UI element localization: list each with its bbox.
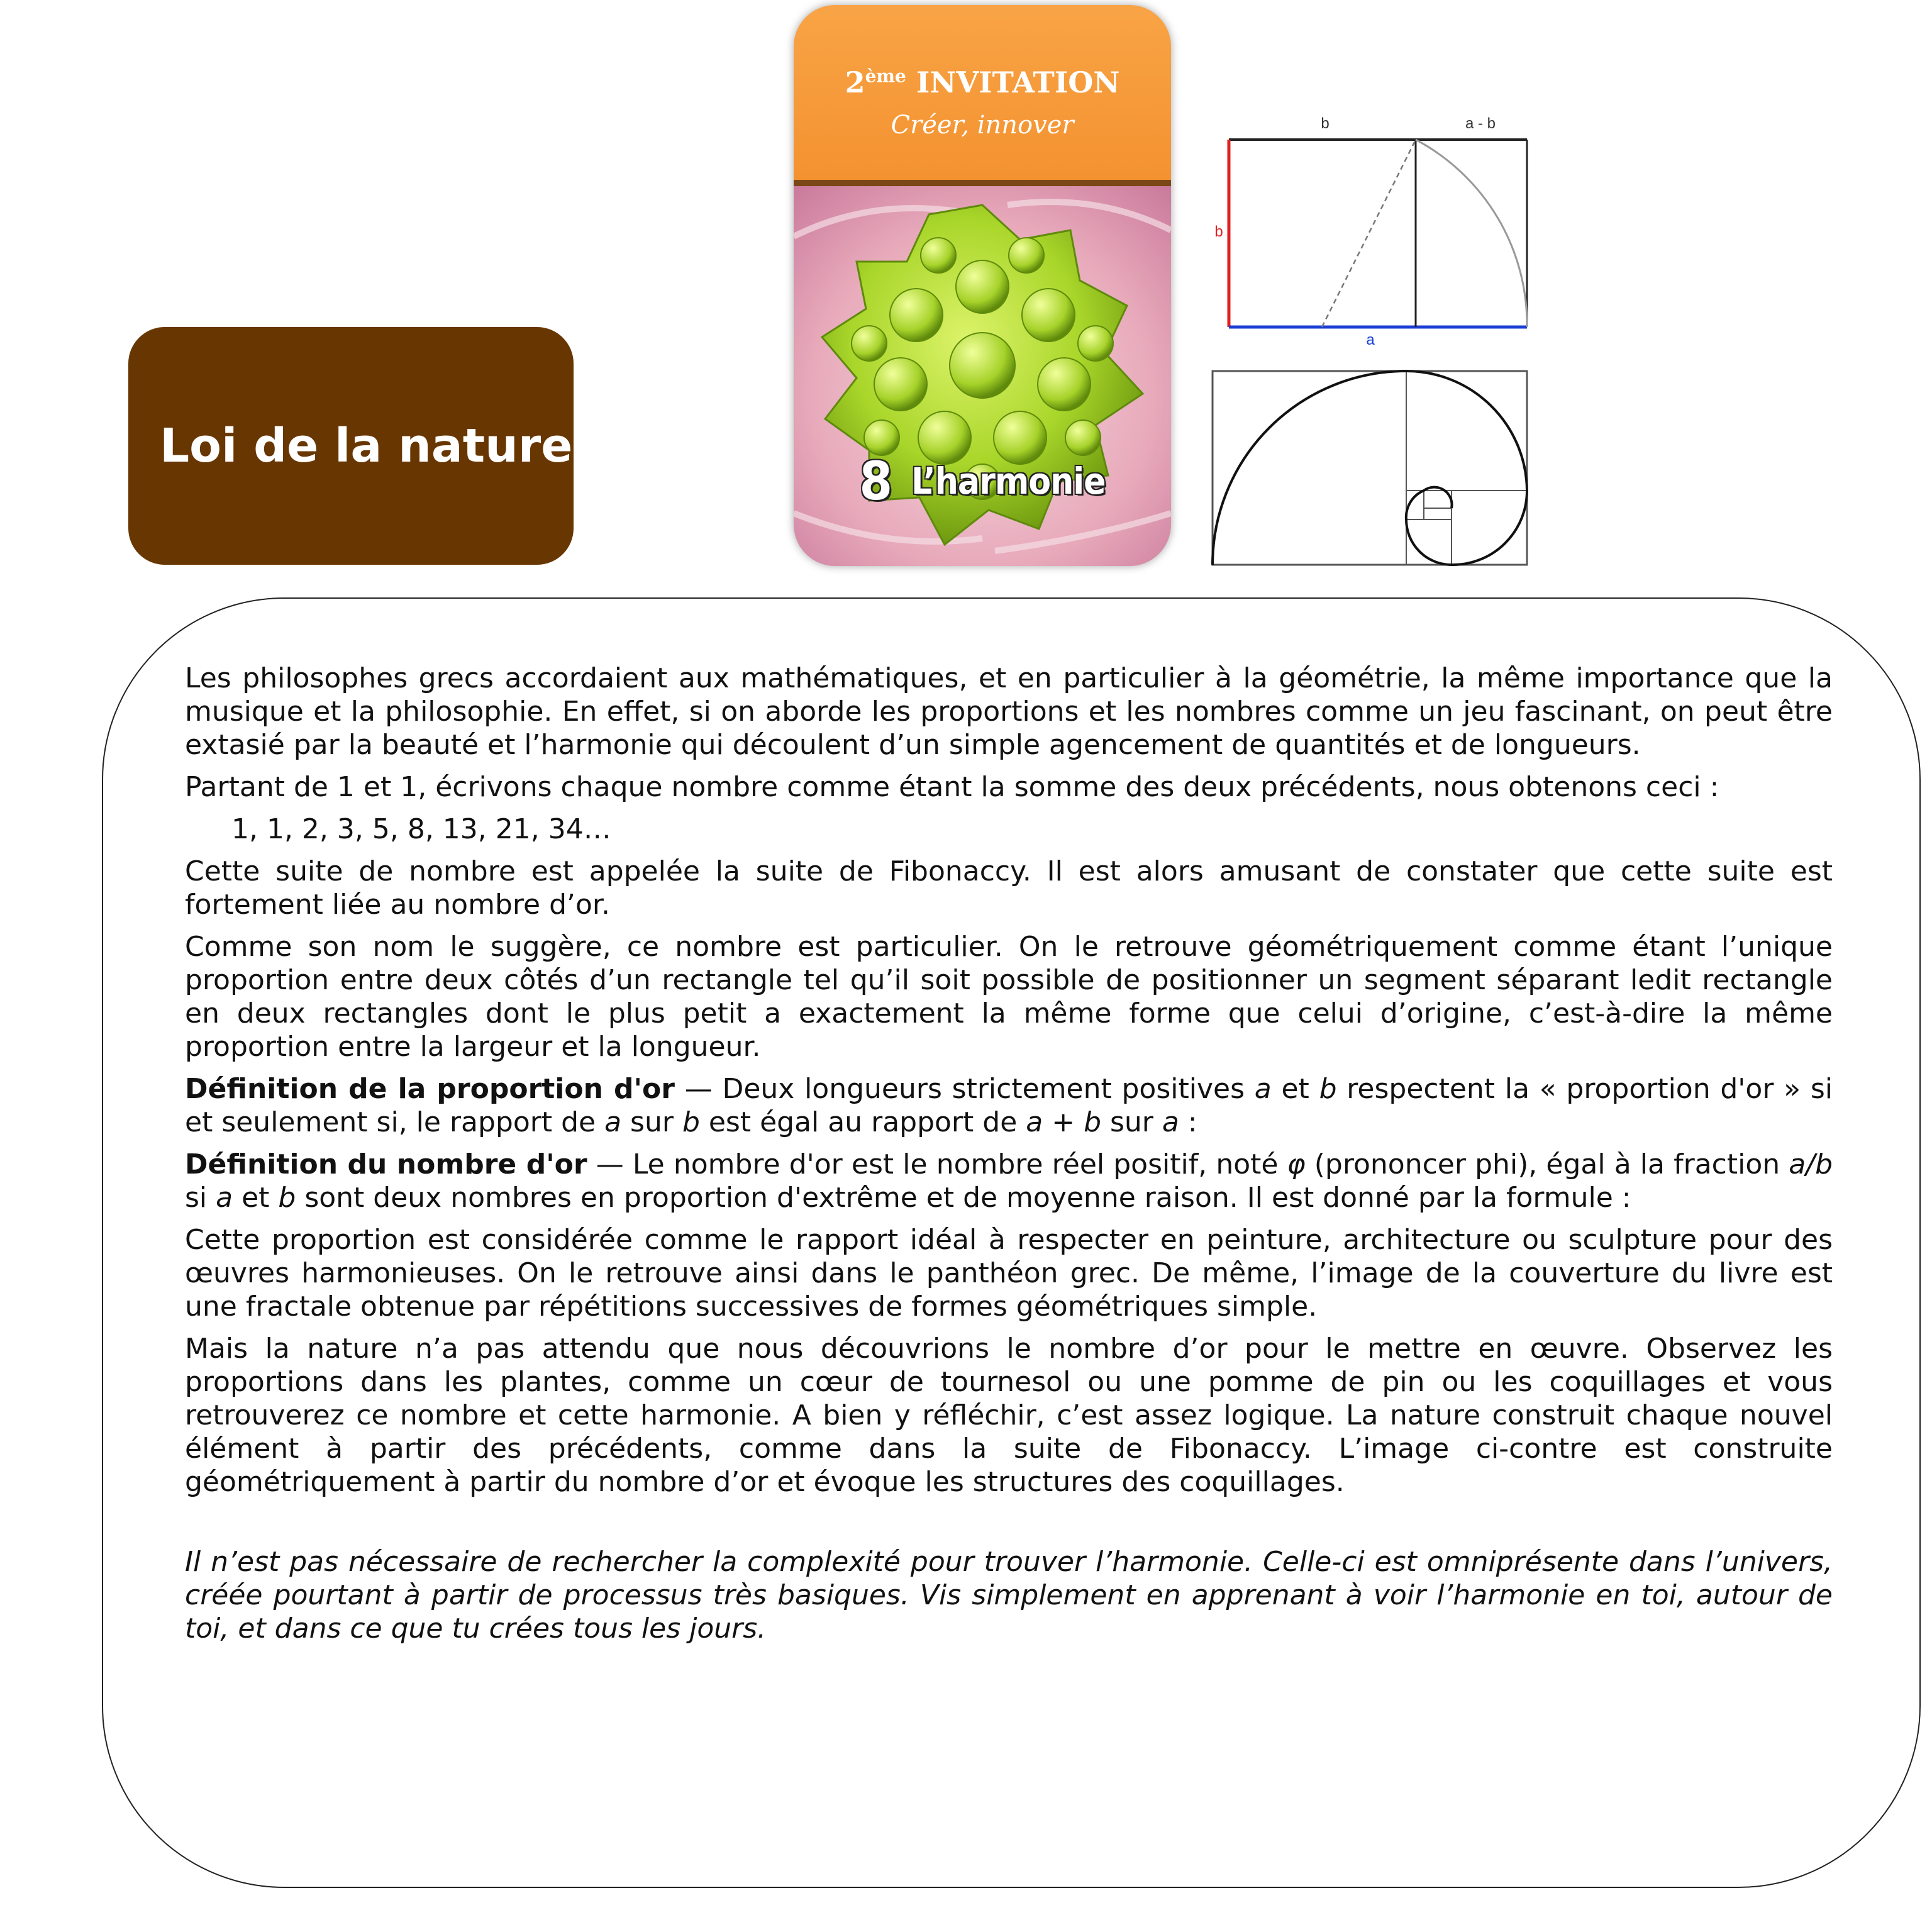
label-a-bottom: a [1366,331,1375,348]
page-title: Loi de la nature [160,419,573,473]
paragraph-fibonacci-start: Partant de 1 et 1, écrivons chaque nombre comme étant la somme des deux précédents, nous obtenons ceci : [185,771,1719,803]
spacer [185,1507,1833,1545]
invitation-card [794,5,1171,566]
card-heading [794,65,1171,99]
paragraph-ideal-ratio: Cette proportion est considérée comme le rapport idéal à respecter en peinture, architecture ou sculpture pour des œuvres harmonieuses. On le retrouve ainsi dans le panthéon grec. De même, l’image de la couverture du livre est une fractale obtenue par répétitions successives de formes géométriques simple. [185,1224,1833,1323]
label-b-side: b [1214,223,1223,240]
label-a-minus-b: a - b [1465,115,1496,132]
label-b-top: b [1321,115,1330,132]
paragraph-fibonacci-name: Cette suite de nombre est appelée la suite de Fibonaccy. Il est alors amusant de constater que cette suite est fortement liée au nombre d’or. [185,855,1833,921]
card-ordinal-suffix: ème [865,65,906,87]
paragraph-definition-number: Définition du nombre d'or — Le nombre d'or est le nombre réel positif, noté φ (prononcer phi), égal à la fraction a/b si a et b sont deux nombres en proportion d'extrême et de moyenne raison. Il est donné par la formule : [185,1148,1833,1214]
card-caption [794,450,1171,512]
card-number: 8 [859,450,893,512]
card-word: L’harmonie [911,460,1106,502]
definition-number-heading: Définition du nombre d'or [185,1148,587,1180]
fibonacci-sequence: 1, 1, 2, 3, 5, 8, 13, 21, 34… [231,813,611,845]
card-header [794,5,1171,186]
paragraph-nature: Mais la nature n’a pas attendu que nous découvrions le nombre d’or pour le mettre en œuvre. Observez les proportions dans les plantes, comme un cœur de tournesol ou une pomme de pin ou les coquillages et vous retrouverez ce nombre et cette harmonie. A bien y réfléchir, c’est assez logique. La nature construit chaque nouvel élément à partir des précédents, comme dans la suite de Fibonaccy. L’image ci-contre est construite géométriquement à partir du nombre d’or et évoque les structures des coquillages. [185,1333,1833,1498]
definition-proportion-heading: Définition de la proportion d'or [185,1073,675,1105]
paragraph-golden-number: Comme son nom le suggère, ce nombre est particulier. On le retrouve géométriquement comme étant l’unique proportion entre deux côtés d’un rectangle tel qu’il soit possible de positionner un segment séparant ledit rectangle en deux rectangles dont le plus petit a exactement la même forme que celui d’origine, c’est-à-dire la même proportion entre la largeur et la longueur. [185,931,1833,1063]
card-invitation: INVITATION [916,65,1120,99]
paragraph-closing: Il n’est pas nécessaire de rechercher la complexité pour trouver l’harmonie. Celle-ci est omniprésente dans l’univers, créée pourtant à partir de processus très basiques. Vis simplement en apprenant à voir l’harmonie en toi, autour de toi, et dans ce que tu crées tous les jours. [185,1546,1833,1645]
title-box [128,327,574,565]
paragraph-intro: Les philosophes grecs accordaient aux mathématiques, et en particulier à la géométrie, la même importance que la musique et la philosophie. En effet, si on aborde les proportions et les nombres comme un jeu fascinant, on peut être extasié par la beauté et l’harmonie qui découlent d’un simple agencement de quantités et de longueurs. [185,662,1833,761]
card-subtitle: Créer, innover [891,111,1074,140]
golden-spiral-diagram [1210,369,1530,569]
golden-rectangle-diagram [1210,111,1541,350]
paragraph-definition-proportion: Définition de la proportion d'or — Deux longueurs strictement positives a et b respectent la « proportion d'or » si et seulement si, le rapport de a sur b est égal au rapport de a + b sur a : [185,1073,1833,1138]
panel-text [185,662,1833,1654]
card-ordinal: 2 [845,65,865,99]
